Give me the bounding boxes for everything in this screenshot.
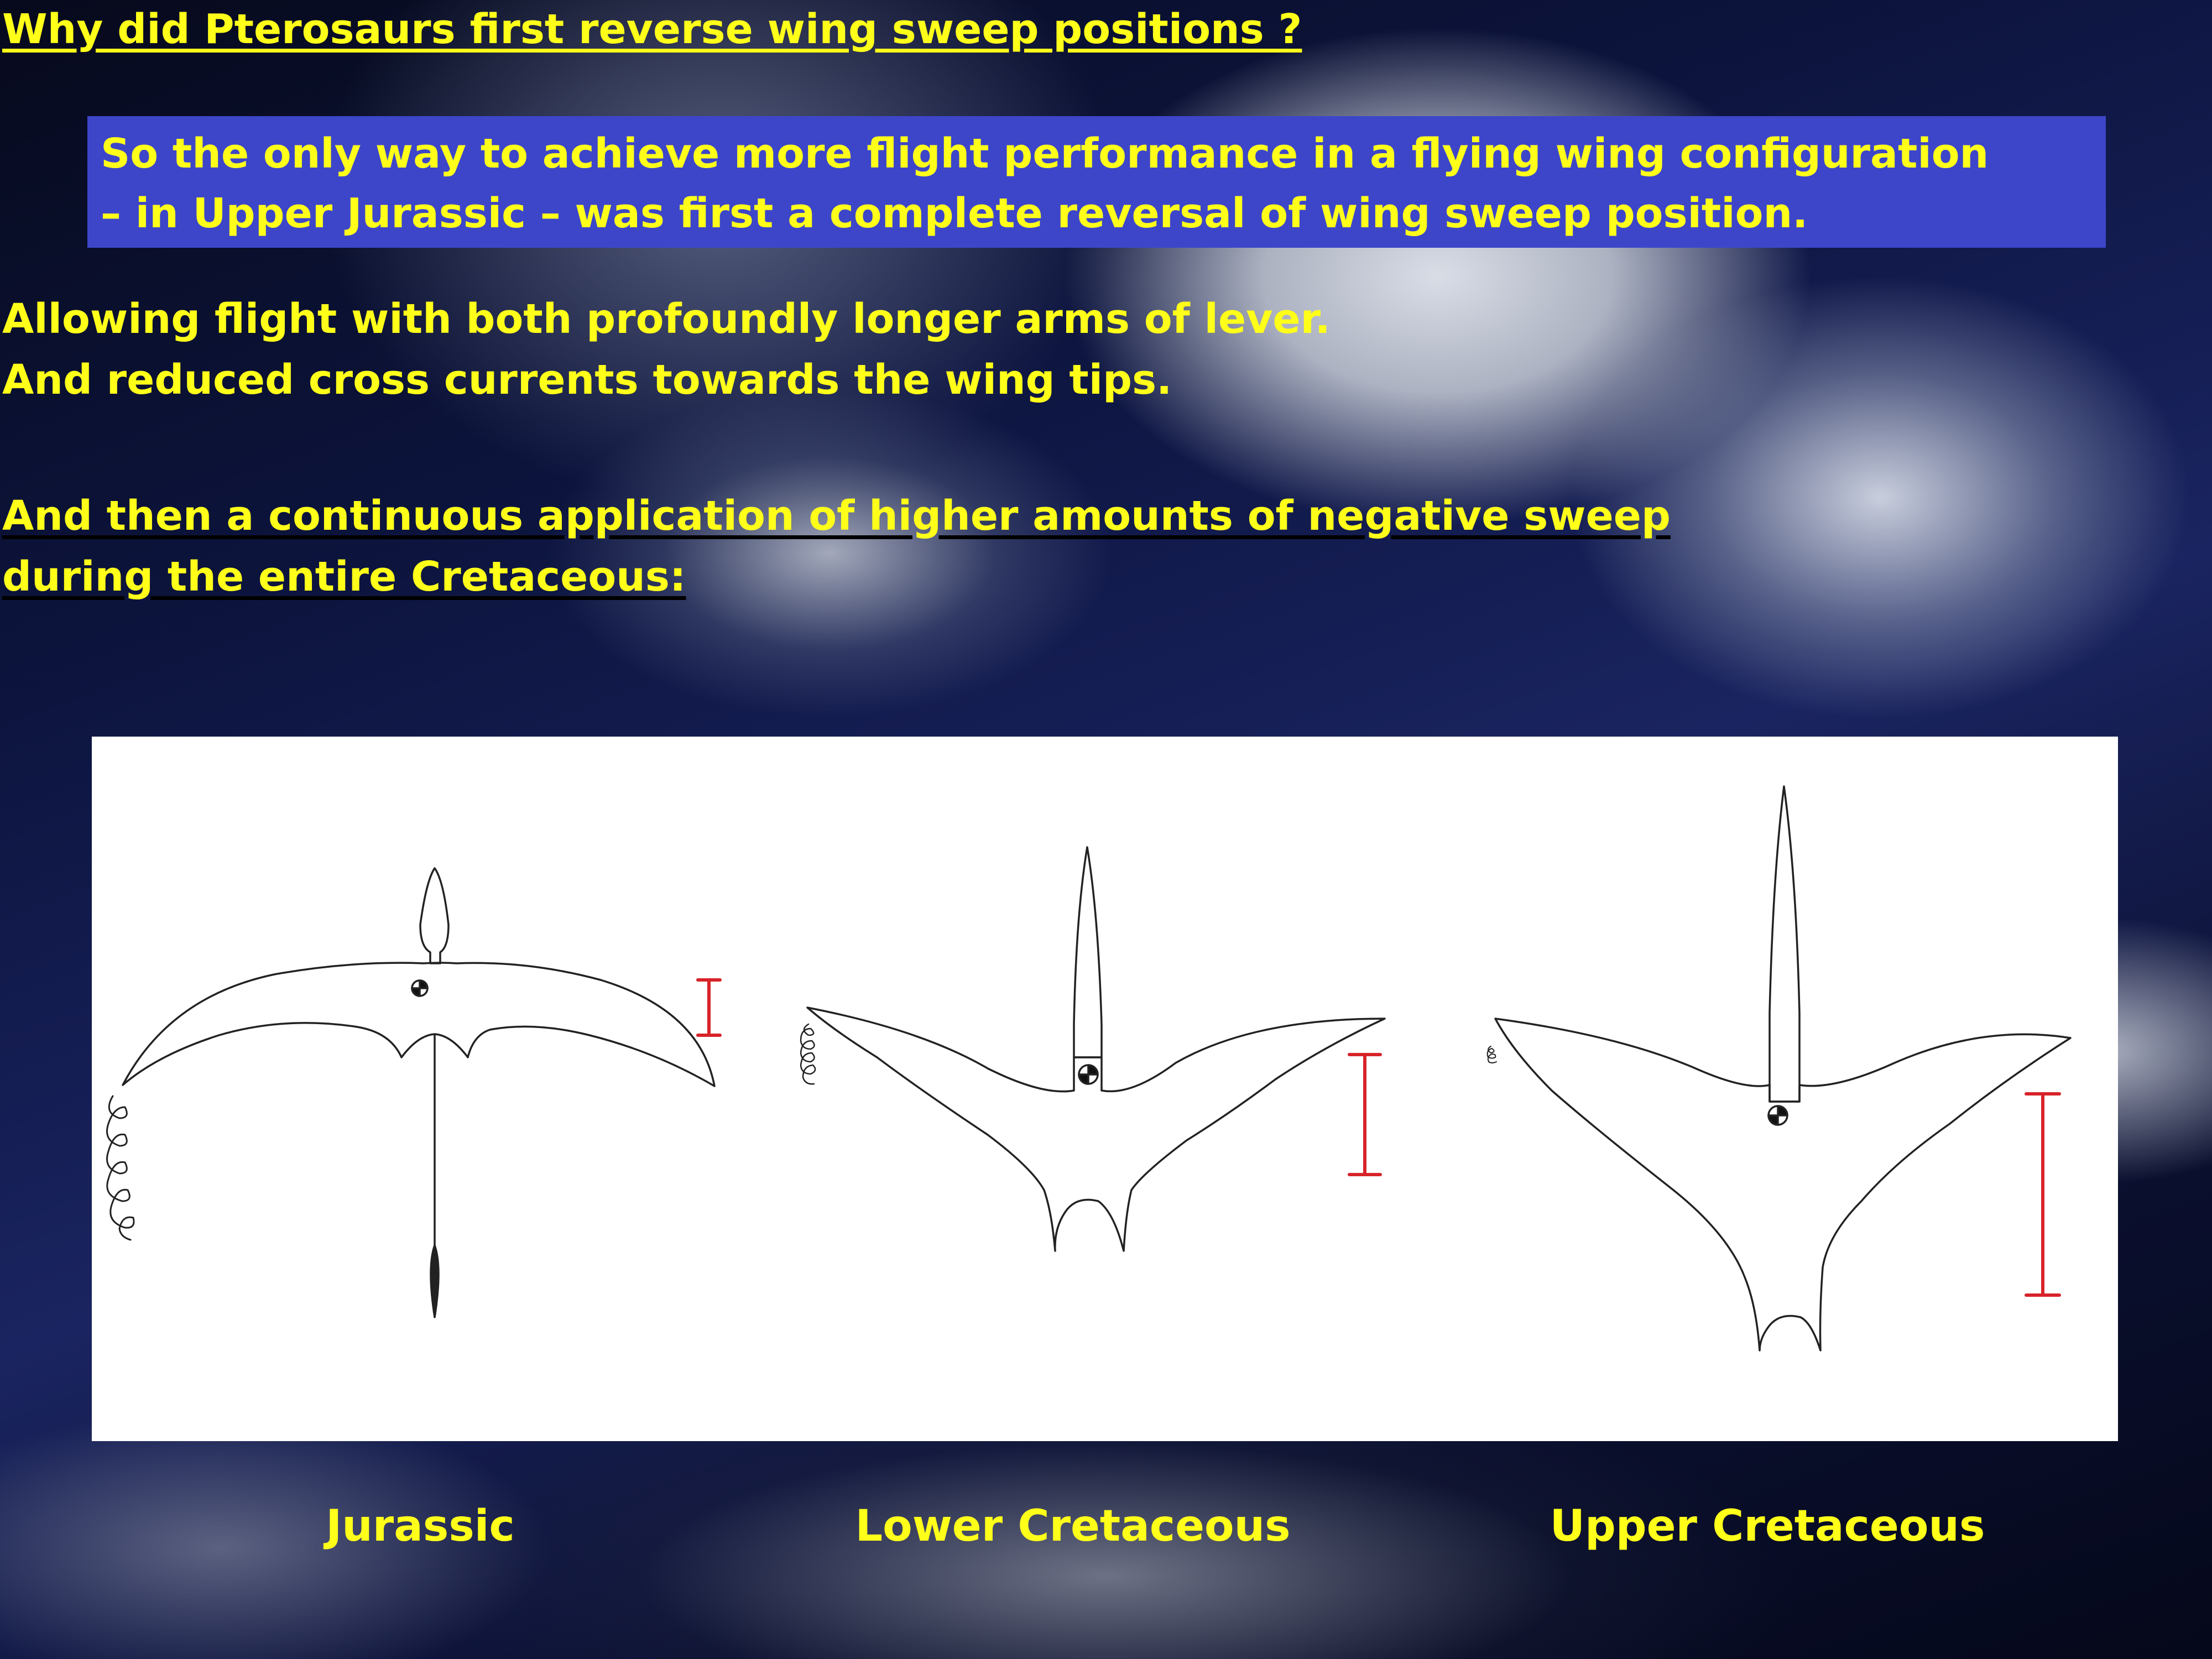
wing-sweep-diagram bbox=[92, 737, 2118, 1441]
wingtip-vortex-icon bbox=[107, 1096, 134, 1240]
lever-line-1: Allowing flight with both profoundly longer arms of lever. bbox=[2, 295, 1331, 343]
sweep-line-1: And then a continuous application of higher amounts of negative sweep bbox=[2, 492, 1671, 540]
caption-lower-cretaceous: Lower Cretaceous bbox=[855, 1501, 1291, 1551]
lower-cretaceous-head bbox=[1074, 847, 1102, 1057]
sweep-line-2: during the entire Cretaceous: bbox=[2, 553, 686, 601]
jurassic-head bbox=[420, 868, 448, 963]
jurassic-tail-vane bbox=[431, 1245, 439, 1317]
center-of-gravity-icon bbox=[412, 980, 427, 996]
jurassic-planform bbox=[107, 868, 715, 1317]
lower-cretaceous-wing bbox=[807, 1008, 1385, 1251]
center-of-gravity-icon bbox=[1079, 1065, 1098, 1084]
caption-upper-cretaceous: Upper Cretaceous bbox=[1550, 1501, 1985, 1551]
callout-line-1: So the only way to achieve more flight performance in a flying wing configuration bbox=[101, 130, 1989, 178]
lever-arm-marker-icon bbox=[1349, 1055, 1380, 1175]
lever-arm-marker-icon bbox=[698, 980, 720, 1035]
callout-line-2: – in Upper Jurassic – was first a complete reversal of wing sweep position. bbox=[101, 190, 1808, 237]
upper-cretaceous-wing bbox=[1495, 1019, 2070, 1350]
wingtip-vortex-icon bbox=[801, 1024, 815, 1084]
caption-jurassic: Jurassic bbox=[326, 1501, 515, 1551]
wingtip-vortex-icon bbox=[1488, 1046, 1496, 1063]
sweep-paragraph bbox=[2, 486, 1671, 607]
lever-line-2: And reduced cross currents towards the wing tips. bbox=[2, 356, 1172, 404]
lever-paragraph bbox=[2, 289, 1331, 410]
upper-cretaceous-head bbox=[1770, 786, 1799, 1102]
callout-box bbox=[87, 116, 2106, 248]
lower-cretaceous-planform bbox=[801, 847, 1385, 1251]
upper-cretaceous-planform bbox=[1488, 786, 2070, 1350]
lever-arm-marker-icon bbox=[2026, 1094, 2059, 1295]
slide-title: Why did Pterosaurs first reverse wing sweep positions ? bbox=[2, 6, 1302, 53]
center-of-gravity-icon bbox=[1768, 1106, 1787, 1125]
